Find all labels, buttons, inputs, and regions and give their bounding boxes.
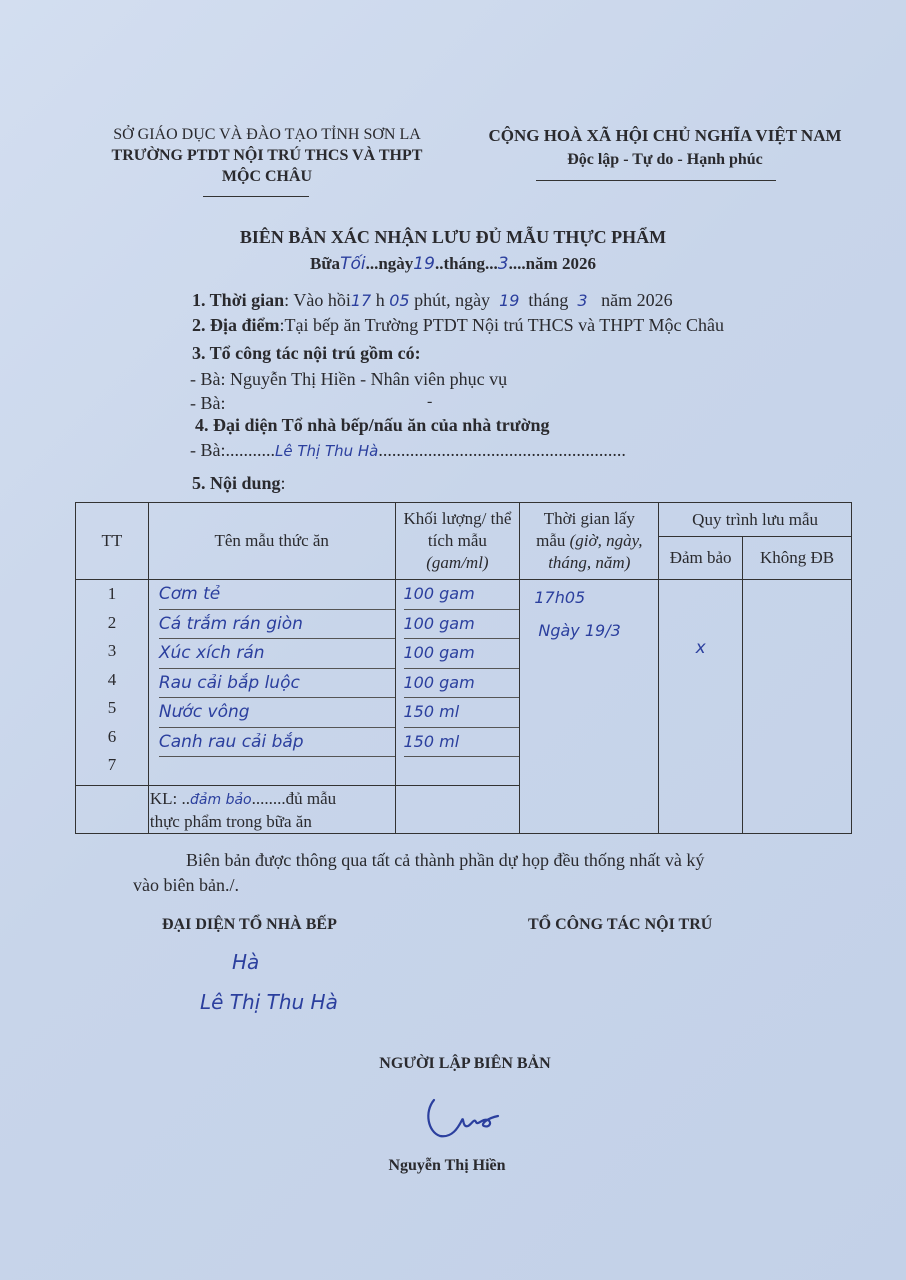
time-column bbox=[520, 580, 659, 834]
section-content-colon: : bbox=[280, 473, 286, 493]
country-name: CỘNG HOÀ XÃ HỘI CHỦ NGHĨA VIỆT NAM bbox=[488, 126, 842, 145]
boarding-signature-title: TỔ CÔNG TÁC NỘI TRÚ bbox=[528, 916, 713, 933]
sample-time: 17h05 bbox=[534, 588, 586, 607]
section-time-text-e: năm 2026 bbox=[601, 290, 673, 310]
col-header-weight bbox=[395, 503, 520, 580]
author-name: Nguyễn Thị Hiền bbox=[388, 1157, 506, 1174]
conclusion-line1 bbox=[150, 788, 395, 811]
weight-6: 150 ml bbox=[404, 728, 520, 758]
tt-7: 7 bbox=[107, 755, 117, 774]
kitchen-signature-name: Lê Thị Thu Hà bbox=[200, 990, 338, 1014]
kitchen-rep-name: Lê Thị Thu Hà bbox=[275, 442, 379, 460]
kitchen-signature: Hà bbox=[232, 950, 260, 974]
meal-day: 19 bbox=[413, 254, 435, 274]
weight-3: 100 gam bbox=[404, 639, 520, 669]
tt-column bbox=[76, 580, 149, 786]
weight-4: 100 gam bbox=[404, 669, 520, 699]
not-ok-column bbox=[743, 580, 852, 834]
meal-day-label: ...ngày bbox=[365, 254, 414, 273]
time-month: 3 bbox=[577, 291, 588, 310]
conclusion-prefix: KL: .. bbox=[149, 788, 191, 808]
conclusion-value: đảm bảo bbox=[190, 791, 252, 808]
food-name-2: Cá trắm rán giòn bbox=[159, 610, 395, 640]
ok-column bbox=[659, 580, 743, 834]
section-time-text-b: h bbox=[371, 290, 385, 310]
tt-list bbox=[76, 580, 148, 780]
time-header-mau: mẫu bbox=[536, 531, 566, 550]
author-signature-image bbox=[418, 1092, 514, 1142]
section-time-text-c: phút, ngày bbox=[414, 290, 491, 310]
meal-year: ....năm 2026 bbox=[508, 254, 596, 273]
section-kitchen-label: 4. Đại diện Tổ nhà bếp/nấu ăn của nhà trường bbox=[195, 415, 550, 435]
section-time-text-a: : Vào hồi bbox=[284, 290, 351, 310]
tt-3: 3 bbox=[107, 641, 117, 660]
kl-empty-cell bbox=[76, 786, 149, 834]
sample-table bbox=[75, 502, 852, 834]
food-name-6: Canh rau cải bắp bbox=[159, 728, 395, 758]
department-name: SỞ GIÁO DỤC VÀ ĐÀO TẠO TỈNH SƠN LA bbox=[113, 126, 421, 143]
col-header-tt: TT bbox=[76, 503, 149, 580]
weight-column bbox=[395, 580, 520, 786]
header-left bbox=[97, 124, 437, 187]
section-content bbox=[192, 473, 286, 494]
tt-2: 2 bbox=[107, 612, 117, 632]
team-member-2: - Bà: bbox=[190, 393, 226, 413]
section-time-label: 1. Thời gian bbox=[192, 290, 285, 310]
author-title: NGƯỜI LẬP BIÊN BẢN bbox=[379, 1055, 551, 1072]
section-team-label: 3. Tổ công tác nội trú gồm có: bbox=[192, 343, 421, 363]
weight-header-line1: Khối lượng/ thể bbox=[403, 509, 512, 528]
tt-1: 1 bbox=[107, 584, 117, 603]
col-header-process: Quy trình lưu mẫu bbox=[659, 503, 852, 537]
food-name-4: Rau cải bắp luộc bbox=[159, 669, 395, 699]
kitchen-rep-dots: ....................................................... bbox=[378, 440, 626, 460]
weight-list bbox=[396, 580, 520, 785]
sample-date: Ngày 19/3 bbox=[538, 621, 621, 640]
team-member-1: - Bà: Nguyễn Thị Hiền - Nhân viên phục vụ bbox=[190, 369, 508, 389]
section-location bbox=[192, 315, 724, 336]
time-header-line2 bbox=[520, 530, 658, 552]
food-name-7 bbox=[159, 757, 395, 785]
conclusion-line2: thực phẩm trong bữa ăn bbox=[149, 811, 312, 831]
tt-4: 4 bbox=[107, 669, 117, 689]
closing-line1: Biên bản được thông qua tất cả thành phần dự họp đều thống nhất và ký bbox=[186, 850, 705, 870]
ok-mark: x bbox=[695, 638, 706, 658]
food-name-1: Cơm tẻ bbox=[159, 580, 395, 610]
section-content-label: 5. Nội dung bbox=[192, 473, 281, 493]
team-member-2-dash: - bbox=[427, 393, 433, 410]
time-header-line3: tháng, năm) bbox=[548, 553, 631, 572]
weight-header-line3: (gam/ml) bbox=[426, 553, 489, 572]
meal-month-label: ..tháng... bbox=[434, 254, 498, 273]
meal-month: 3 bbox=[497, 254, 509, 274]
document-title: BIÊN BẢN XÁC NHẬN LƯU ĐỦ MẪU THỰC PHẨM bbox=[239, 227, 667, 247]
kitchen-signature-title: ĐẠI DIỆN TỔ NHÀ BẾP bbox=[162, 916, 337, 933]
weight-5: 150 ml bbox=[404, 698, 520, 728]
header-right bbox=[470, 124, 860, 172]
weight-2: 100 gam bbox=[404, 610, 520, 640]
conclusion-suffix: ........đủ mẫu bbox=[251, 788, 337, 808]
time-header-line1: Thời gian lấy bbox=[543, 509, 635, 528]
weight-header-line2: tích mẫu bbox=[427, 531, 487, 550]
kl-weight-empty bbox=[395, 786, 520, 834]
time-hour: 17 bbox=[350, 291, 372, 310]
kitchen-representative bbox=[190, 440, 626, 461]
header-right-underline bbox=[536, 180, 776, 181]
meal-line bbox=[0, 254, 906, 274]
col-header-name: Tên mẫu thức ăn bbox=[148, 503, 395, 580]
food-name-column bbox=[148, 580, 395, 786]
food-name-5: Nước vông bbox=[159, 698, 395, 728]
section-location-text: :Tại bếp ăn Trường PTDT Nội trú THCS và THPT Mộc Châu bbox=[279, 315, 724, 335]
food-name-3: Xúc xích rán bbox=[159, 639, 395, 669]
col-header-ok: Đảm bảo bbox=[659, 537, 743, 580]
food-name-list bbox=[149, 580, 395, 785]
col-header-not-ok: Không ĐB bbox=[743, 537, 852, 580]
section-time bbox=[192, 290, 673, 311]
meal-prefix: Bữa bbox=[310, 254, 341, 273]
kitchen-rep-prefix: - Bà:........... bbox=[190, 440, 275, 460]
school-name: TRƯỜNG PTDT NỘI TRÚ THCS VÀ THPT bbox=[111, 147, 423, 164]
meal-value: Tối bbox=[340, 254, 366, 274]
time-day: 19 bbox=[499, 291, 520, 310]
time-minute: 05 bbox=[389, 291, 410, 310]
country-motto: Độc lập - Tự do - Hạnh phúc bbox=[567, 151, 763, 168]
closing-line2: vào biên bản./. bbox=[133, 875, 239, 895]
tt-5: 5 bbox=[107, 698, 117, 717]
section-location-label: 2. Địa điểm bbox=[192, 315, 280, 335]
time-header-italic: (giờ, ngày, bbox=[569, 531, 643, 550]
col-header-time bbox=[520, 503, 659, 580]
tt-6: 6 bbox=[107, 726, 117, 746]
header-left-underline bbox=[203, 196, 309, 197]
weight-1: 100 gam bbox=[404, 580, 520, 610]
weight-7 bbox=[404, 757, 520, 785]
conclusion-cell bbox=[148, 786, 395, 834]
school-location: MỘC CHÂU bbox=[221, 168, 313, 185]
section-time-text-d: tháng bbox=[528, 290, 569, 310]
